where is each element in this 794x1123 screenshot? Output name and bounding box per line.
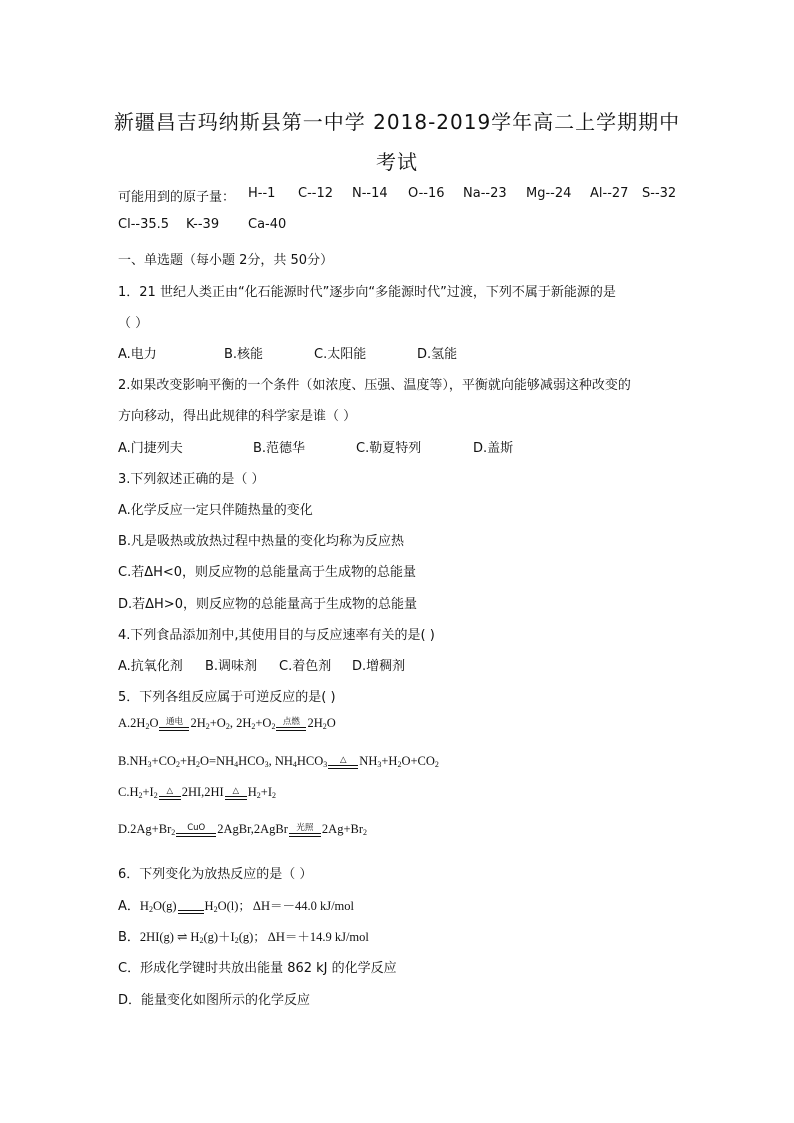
q3-option-c: C.若ΔH<0，则反应物的总能量高于生成物的总能量 — [118, 565, 417, 580]
condition-cuo: CuO — [176, 824, 216, 837]
condition-heat-c2: △ — [225, 787, 247, 800]
atomic-mass-o: O--16 — [408, 186, 445, 201]
q6-option-b: B． 2HI(g) ⇌ H $_2$ (g)＋I 2 (g)； ΔH＝＋14.9 kJ/mol — [118, 930, 369, 945]
q2-option-c: C.勒夏特列 — [356, 441, 422, 456]
q2-option-a: A.门捷列夫 — [118, 441, 183, 456]
atomic-mass-h: H--1 — [248, 186, 276, 201]
condition-heat-c1: △ — [159, 787, 181, 800]
q1-option-c: C.太阳能 — [314, 347, 367, 362]
atomic-mass-al: Al--27 — [590, 186, 629, 201]
exam-title-line1: 新疆昌吉玛纳斯县第一中学 2018-2019学年高二上学期期中 — [113, 110, 681, 134]
atomic-mass-na: Na--23 — [463, 186, 507, 201]
q4-option-a: A.抗氧化剂 — [118, 659, 183, 674]
q5-option-b: B.NH $_3$ +CO 2 +H 2 O=NH 4 HCO 3 , NH 4 HCO 3 △ NH 3 +H 2 O+CO 2 — [118, 754, 439, 769]
q3-stem: 3.下列叙述正确的是（ ） — [118, 472, 265, 487]
q2-option-d: D.盖斯 — [473, 441, 514, 456]
q2-stem-line1: 2.如果改变影响平衡的一个条件（如浓度、压强、温度等），平衡就向能够减弱这种改变的 — [118, 378, 631, 393]
condition-light: 光照 — [289, 824, 321, 837]
q3-option-a: A.化学反应一定只伴随热量的变化 — [118, 503, 313, 518]
q4-option-b: B.调味剂 — [205, 659, 258, 674]
atomic-mass-cl: Cl--35.5 — [118, 217, 170, 232]
condition-ignite: 点燃 — [276, 718, 306, 731]
atomic-mass-label: 可能用到的原子量： — [118, 190, 236, 205]
q1-option-a: A.电力 — [118, 347, 157, 362]
q1-option-d: D.氢能 — [417, 347, 458, 362]
atomic-mass-n: N--14 — [352, 186, 388, 201]
q2-stem-line2: 方向移动，得出此规律的科学家是谁（ ） — [118, 409, 357, 424]
q5-option-c: C.H $_2$ +I 2 △ 2HI,2HI △ H 2 +I 2 — [118, 785, 276, 800]
q1-stem-line1: 1．21 世纪人类正由“化石能源时代”逐步向“多能源时代”过渡，下列不属于新能源的是 — [118, 285, 616, 300]
q4-option-c: C.着色剂 — [279, 659, 332, 674]
atomic-mass-mg: Mg--24 — [526, 186, 572, 201]
q2-option-b: B.范德华 — [253, 441, 306, 456]
exam-title-line2: 考试 — [376, 150, 418, 174]
q5-option-a: A.2H $_2$ O 通电 2H 2 +O 2 , 2H 2 +O 2 点燃 2H 2 O — [118, 716, 336, 731]
q4-stem: 4.下列食品添加剂中,其使用目的与反应速率有关的是( ) — [118, 628, 435, 643]
q5-stem: 5．下列各组反应属于可逆反应的是( ) — [118, 690, 336, 705]
atomic-mass-c: C--12 — [298, 186, 334, 201]
condition-heat-b: △ — [328, 756, 358, 769]
atomic-mass-s: S--32 — [642, 186, 677, 201]
q6-option-c: C．形成化学键时共放出能量 862 kJ 的化学反应 — [118, 961, 397, 976]
q6-option-a: A． H $_2$ O(g) H $^2$ O(l)； ΔH＝－44.0 kJ/mol — [118, 899, 355, 914]
q4-option-d: D.增稠剂 — [352, 659, 406, 674]
condition-electrolysis: 通电 — [159, 718, 189, 731]
q1-option-b: B.核能 — [224, 347, 264, 362]
q1-stem-line2: （ ） — [118, 316, 149, 331]
equilibrium-arrow: ⇌ — [176, 930, 188, 944]
q3-option-b: B.凡是吸热或放热过程中热量的变化均称为反应热 — [118, 534, 405, 549]
section-heading: 一、单选题（每小题 2分，共 50分） — [118, 253, 334, 268]
atomic-mass-k: K--39 — [186, 217, 220, 232]
q5-option-d: D.2Ag+Br $_2$ CuO 2AgBr,2AgBr 光照 2Ag+Br 2 — [118, 822, 367, 837]
atomic-mass-ca: Ca-40 — [248, 217, 287, 232]
q6-option-d: D．能量变化如图所示的化学反应 — [118, 993, 311, 1008]
q3-option-d: D.若ΔH>0，则反应物的总能量高于生成物的总能量 — [118, 597, 417, 612]
q6-stem: 6．下列变化为放热反应的是（ ） — [118, 867, 313, 882]
